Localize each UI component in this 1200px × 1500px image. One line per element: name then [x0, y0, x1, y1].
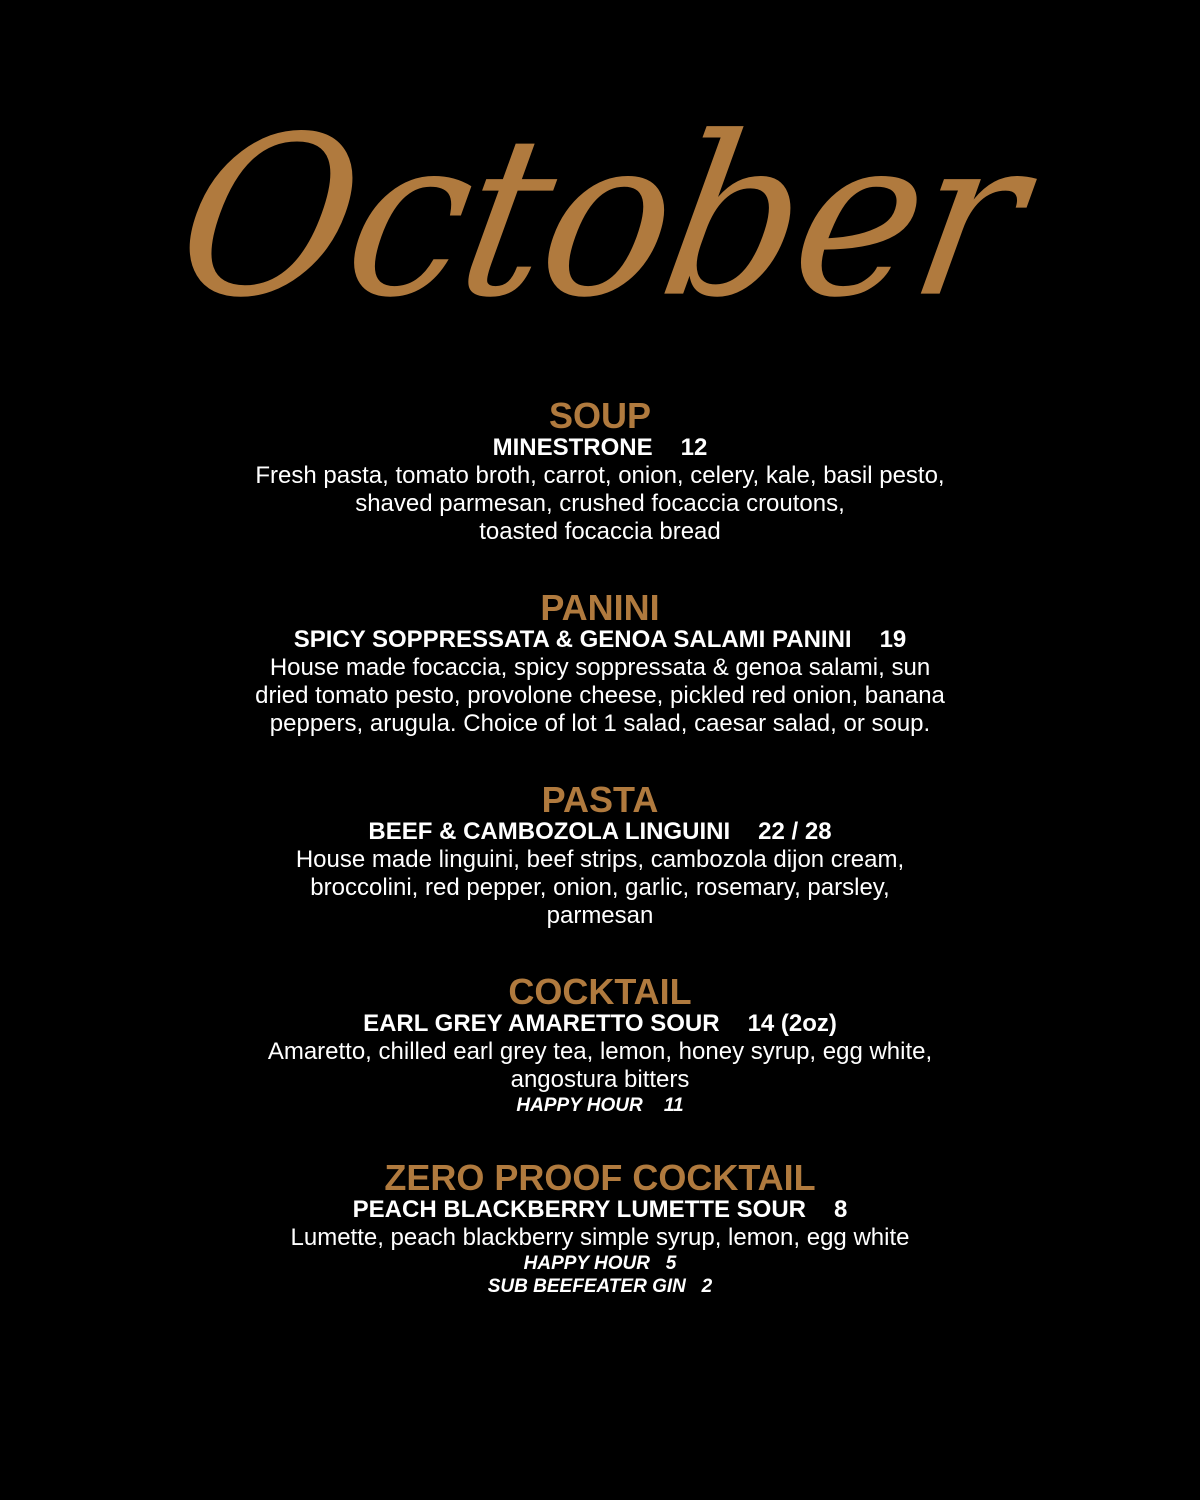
- item-name: SPICY SOPPRESSATA & GENOA SALAMI PANINI: [293, 626, 852, 653]
- item-name: PEACH BLACKBERRY LUMETTE SOUR: [352, 1196, 806, 1223]
- section-panini: [0, 587, 1200, 738]
- item-price: 14 (2oz): [747, 1010, 837, 1037]
- section-heading: SOUP: [548, 395, 652, 436]
- section-heading: PANINI: [540, 587, 660, 628]
- item-price: 12: [680, 434, 708, 461]
- happy-hour-note: HAPPY HOUR 11: [516, 1095, 684, 1116]
- item-name: MINESTRONE: [492, 434, 653, 461]
- item-name: EARL GREY AMARETTO SOUR: [363, 1010, 720, 1037]
- menu-item: [0, 1010, 1200, 1038]
- item-description-line: shaved parmesan, crushed focaccia croutons,: [355, 490, 845, 517]
- section-zero-proof-cocktail: [0, 1157, 1200, 1298]
- section-pasta: [0, 779, 1200, 930]
- item-description-line: Amaretto, chilled earl grey tea, lemon, honey syrup, egg white,: [267, 1038, 933, 1065]
- item-price: 22 / 28: [758, 818, 832, 845]
- substitution-note: SUB BEEFEATER GIN 2: [487, 1276, 713, 1297]
- item-description-line: toasted focaccia bread: [479, 518, 721, 545]
- menu-title-text: October: [161, 88, 1039, 347]
- section-heading: PASTA: [541, 779, 659, 820]
- section-cocktail: [0, 971, 1200, 1117]
- menu-item: [0, 818, 1200, 846]
- item-price: 8: [834, 1196, 848, 1223]
- section-heading: ZERO PROOF COCKTAIL: [384, 1157, 816, 1198]
- menu-item: [0, 434, 1200, 462]
- item-description-line: peppers, arugula. Choice of lot 1 salad, caesar salad, or soup.: [269, 710, 931, 737]
- menu-item: [0, 626, 1200, 654]
- item-description-line: Fresh pasta, tomato broth, carrot, onion, celery, kale, basil pesto,: [255, 462, 945, 489]
- item-description-line: Lumette, peach blackberry simple syrup, lemon, egg white: [290, 1224, 910, 1251]
- item-description-line: House made focaccia, spicy soppressata & genoa salami, sun: [269, 654, 931, 681]
- menu-title: [0, 88, 1200, 348]
- item-description-line: House made linguini, beef strips, cambozola dijon cream,: [295, 846, 905, 873]
- happy-hour-note: HAPPY HOUR 5: [523, 1253, 677, 1274]
- item-price: 19: [879, 626, 907, 653]
- item-name: BEEF & CAMBOZOLA LINGUINI: [368, 818, 731, 845]
- menu-item: [0, 1196, 1200, 1224]
- section-heading: COCKTAIL: [508, 971, 692, 1012]
- item-description-line: dried tomato pesto, provolone cheese, pickled red onion, banana: [255, 682, 945, 709]
- section-soup: [0, 395, 1200, 546]
- item-description-line: angostura bitters: [510, 1066, 690, 1093]
- item-description-line: parmesan: [546, 902, 654, 929]
- item-description-line: broccolini, red pepper, onion, garlic, rosemary, parsley,: [310, 874, 890, 901]
